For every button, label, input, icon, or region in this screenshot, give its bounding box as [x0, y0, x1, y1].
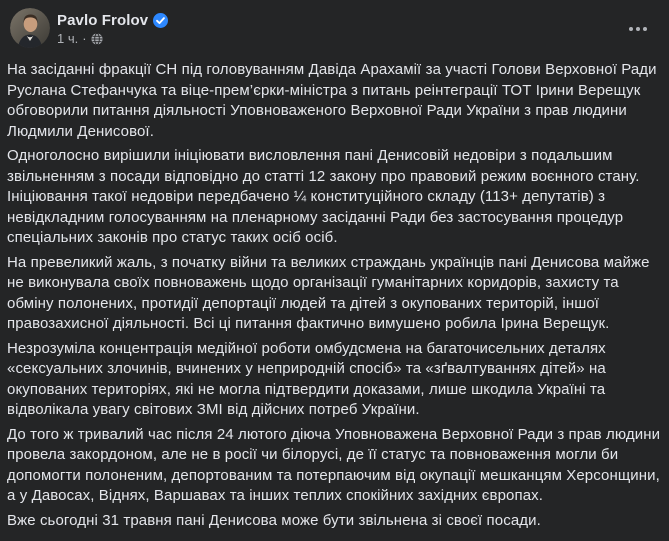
profile-photo: [10, 8, 50, 48]
author-name[interactable]: Pavlo Frolov: [57, 12, 149, 29]
more-options-button[interactable]: [621, 14, 655, 44]
post-header: [0, 0, 669, 48]
globe-public-icon: [91, 33, 103, 45]
post-meta-row: [57, 32, 168, 46]
post-paragraph: Одноголосно вирішили ініціювати висловлення пані Денисовій недовіри з подальшим звільненням з посади відповідно до статті 12 закону про правовий режим воєнного стану. Ініціювання такої недовіри передбачено ¼ конституційного складу (113+ депутатів) з невідкладним голосуванням на пленарному засіданні Ради без застосування процедур спеціальних законів про статус таких осіб осіб.: [7, 147, 640, 246]
post-paragraph: Незрозуміла концентрація медійної роботи омбудсмена на багаточисельних деталях «сексуальних злочинів, вчинених у неприродній спосіб» та «зґвалтуваннях дітей» на окупованих територіях, які не могла підтвердити доказами, лише шкодила Україні та відволікала увагу світових ЗМІ від дійсних потреб України.: [7, 339, 606, 418]
header-meta: [57, 7, 168, 46]
post-paragraph: Вже сьогодні 31 травня пані Денисова може бути звільнена зі своєї посади.: [7, 511, 541, 529]
post-paragraph: На превеликий жаль, з початку війни та великих страждань українців пані Денисова майже не виконувала своїх повноважень щодо організації гуманітарних коридорів, захисту та обміну полонених, протидії депортації людей та дітей з окупованих територій, іншої правозахисної діяльності. Всі ці питання фактично вимушено робила Ірина Верещук.: [7, 253, 650, 332]
name-row: [57, 12, 168, 29]
timestamp[interactable]: 1 ч.: [57, 31, 79, 46]
post-text: [0, 48, 669, 531]
avatar[interactable]: [10, 8, 50, 48]
verified-badge-icon: [153, 13, 168, 28]
more-options-icon: [629, 27, 633, 31]
post-paragraph: До того ж тривалий час після 24 лютого діюча Уповноважена Верховної Ради з прав людини провела закордоном, але не в росії чи білорусі, де її статус та повноваження могли би допомогти полоненим, депортованим та потерпаючим від окупації мешканцям Херсонщини, а у Давосах, Віднях, Варшавах та інших теплих спокійних західних європах.: [7, 425, 661, 504]
post-paragraph: На засіданні фракції СН під головуванням Давіда Арахамії за участі Голови Верховної Ради Руслана Стефанчука та віце-прем’єрки-міністра з питань реінтеграції ТОТ Ірини Верещук обговорили питання діяльності Уповноваженого Верховної Ради України з прав людини Людмили Денисової.: [7, 61, 657, 140]
separator-dot: ·: [82, 31, 87, 46]
